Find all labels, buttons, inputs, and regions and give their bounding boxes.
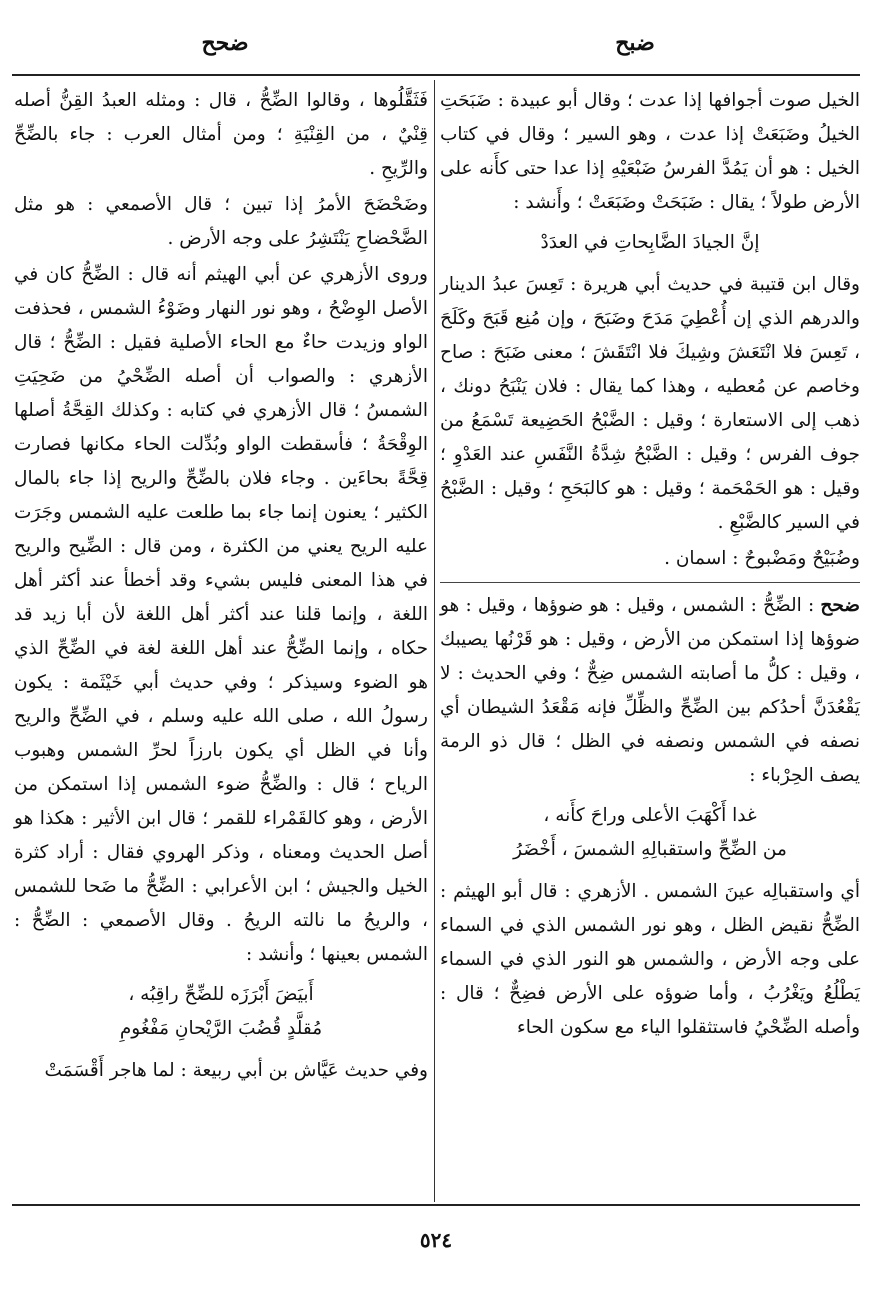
right-paragraph-1: الخيل صوت أجوافها إذا عدت ؛ وقال أبو عبيدة : ضَبَحَتِ الخيلُ وضَبَعَتْ إذا عدت ، وهو السير ؛ وقال في كتاب الخيل : هو أن يَمُدَّ الفرسُ ضَبْعَيْهِ إذا عدا حتى كأَنه على الأرض طولاً ؛ يقال : ضَبَحَتْ وضَبَعَتْ ؛ وأَنشد : — [440, 90, 860, 213]
left-paragraph-1: فَثَقَّلُوها ، وقالوا الضِّحُّ ، قال : ومثله العبدُ القِنُّ أصله قِنْيٌ ، من القِنْيَةِ ؛ ومن أمثال العرب : جاء بالضِّحِّ والرِّيحِ . — [14, 90, 428, 179]
left-paragraph-2: وضَحْضَحَ الأمرُ إذا تبين ؛ قال الأصمعي : هو مثل الضَّحْضاحِ يَنْتَشِرُ على وجه الأرض . — [14, 194, 428, 249]
verse-line-2: من الضِّحِّ واستقبالِهِ الشمسَ ، أَخْضَرُ — [513, 839, 787, 860]
left-paragraph-3: وروى الأزهري عن أبي الهيثم أنه قال : الضِّحُّ كان في الأصل الوِضْحُ ، وهو نور النهار وضَوْءُ الشمس ، فحذفت الواو وزيدت حاءٌ مع الحاء الأصلية فقيل : الضِّحُّ ؛ قال الأزهري : والصواب أن أصله الضِّحْيُ من ضَحِيَتِ الشمسُ ؛ قال الأزهري في كتابه : وكذلك القِحَّةُ أصلها الوِقْحَةُ ؛ فأسقطت الواو وبُدِّلت الحاء مكانها فصارت قِحَّةً بحاءَين . وجاء فلان بالضِّحِّ والريح إذا جاء بالمال الكثير ؛ يعنون إنما جاء بما طلعت عليه الشمس وجَرَت عليه الريح يعني من الكثرة ، ومن قال : الضِّيح والريح في هذا المعنى فليس بشيء وقد أخطأ عند أكثر أهل اللغة ، وإنما قلنا عند أكثر أهل اللغة لأن أبا زيد قد حكاه ، وإنما الضِّحُّ عند أهل اللغة لغة في الضِّحِّ الذي هو الضوء وسيذكر ؛ وفي حديث أبي خَيْثَمة : يكون رسولُ الله ، صلى الله عليه وسلم ، في الضِّحِّ والريح وأنا في الظل أي يكون بارزاً لحرِّ الشمس وهبوب الرياح ؛ قال : والضِّحُّ ضوء الشمس إذا استمكن من الأرض ، وهو كالقَمْراء للقمر ؛ قال ابن الأثير : هكذا هو أصل الحديث ومعناه ، وذكر الهروي فقال : أراد كثرة الخيل والجيش ؛ ابن الأعرابي : الضِّحُّ ما ضَحا للشمس ، والريحُ ما نالته الريحُ . وقال الأصمعي : الضِّحُّ : الشمس بعينها ؛ وأنشد : — [14, 264, 428, 965]
verse-line-1: غدا أَكْهَبَ الأعلى وراحَ كأَنه ، — [543, 805, 757, 826]
right-paragraph-5: أي واستقبالِه عينَ الشمس . الأزهري : قال أبو الهيثم : الضِّحُّ نقيض الظل ، وهو نور الشمس الذي في السماء على وجه الأرض ، والشمس هو النور الذي في السماء يَطْلُعُ ويَغْرُبُ ، وأما ضوؤه على الأرض فضِحٌّ ؛ قال : وأصله الضِّحْيُ فاستثقلوا الياء مع سكون الحاء — [440, 881, 860, 1038]
right-paragraph-2: وقال ابن قتيبة في حديث أبي هريرة : تَعِسَ عبدُ الدينار والدرهم الذي إن أُعْطِيَ مَدَحَ وضَبَحَ ، وإن مُنِع قَبَحَ وكَلَحَ ، تَعِسَ فلا انْتَعَشَ وشِيكَ فلا انْتَقَشَ ؛ معنى ضَبَحَ : صاح وخاصم عن مُعطيه ، وهذا كما يقال : فلان يَنْبَحُ دونك ، ذهب إلى الاستعارة ؛ وقيل : الضَّبْحُ الحَضِيعة تَسْمَعُ من جوف الفرس ؛ وقيل : الضَّبْحُ شِدَّةُ النَّفَسِ عند العَدْوِ ؛ وقيل : هو الحَمْحَمة ؛ وقيل : هو كالبَحَحِ ؛ وقيل : الضَّبْحُ في السير كالضَّبْعِ . — [440, 274, 860, 533]
left-verse — [14, 978, 428, 1046]
right-verse-1 — [440, 226, 860, 260]
entry-separator — [440, 582, 860, 583]
column-divider — [434, 80, 435, 1202]
right-paragraph-4 — [440, 589, 860, 793]
header-root-left: ضحح — [201, 30, 249, 56]
verse-line-2: مُقلَّدٍ قُضُبَ الرَّيْحانِ مَفْغُومِ — [119, 1018, 323, 1039]
verse-line-1: أَبيَضَ أَبْرَزَه للضِّحِّ راقِبُه ، — [128, 984, 314, 1005]
bottom-rule — [12, 1204, 860, 1206]
top-rule — [12, 74, 860, 76]
left-paragraph-4: وفي حديث عَيَّاش بن أبي ربيعة : لما هاجر أَقْسَمَتْ — [44, 1060, 428, 1081]
left-column — [14, 84, 428, 1090]
right-paragraph-3: وضُبَيْحٌ ومَضْبوحٌ : اسمان . — [664, 548, 860, 569]
entry-headword: ضحح — [820, 595, 860, 616]
right-column — [440, 84, 860, 1047]
page-number: ٥٢٤ — [419, 1228, 453, 1252]
verse-line: إنَّ الجيادَ الضَّابِحاتِ في العدَدْ — [540, 232, 760, 253]
entry-text: : الضِّحُّ : الشمس ، وقيل : هو ضوؤها ، وقيل : هو ضوؤها إذا استمكن من الأرض ، وقيل : هو قَرْنُها يصيبك ، وقيل : كلُّ ما أصابته الشمس ضِحٌّ ؛ وفي الحديث : لا يَقْعُدَنَّ أحدُكم بين الضِّحِّ والظِّلِّ فإنه مَقْعَدُ الشيطان أي نصفه في الشمس ونصفه في الظل ؛ قال ذو الرمة يصف الحِرْباء : — [440, 595, 860, 786]
right-verse-2 — [440, 799, 860, 867]
header-root-right: ضبح — [615, 30, 655, 56]
